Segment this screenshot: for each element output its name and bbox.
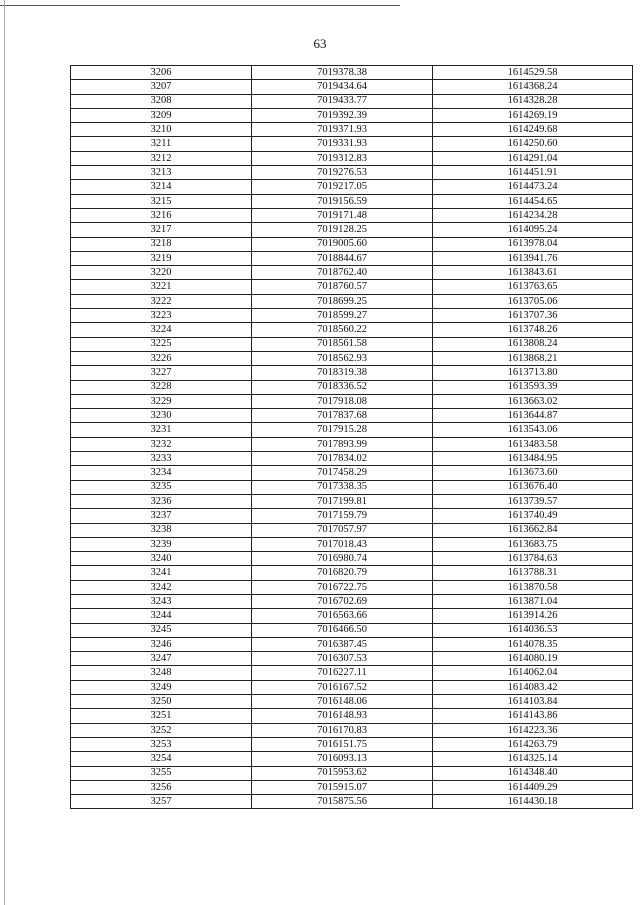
- table-row: [71, 752, 633, 766]
- point-number-cell: 3255: [71, 766, 252, 780]
- point-number-cell: 3237: [71, 509, 252, 523]
- x-coordinate-cell: 7015915.07: [252, 780, 433, 794]
- point-number-cell: 3242: [71, 580, 252, 594]
- x-coordinate-cell: 7018319.38: [252, 366, 433, 380]
- table-row: [71, 80, 633, 94]
- table-row: [71, 580, 633, 594]
- x-coordinate-cell: 7017915.28: [252, 423, 433, 437]
- x-coordinate-cell: 7016093.13: [252, 752, 433, 766]
- table-row: [71, 237, 633, 251]
- x-coordinate-cell: 7019312.83: [252, 151, 433, 165]
- point-number-cell: 3231: [71, 423, 252, 437]
- table-row: [71, 137, 633, 151]
- table-row: [71, 623, 633, 637]
- point-number-cell: 3240: [71, 552, 252, 566]
- point-number-cell: 3208: [71, 94, 252, 108]
- point-number-cell: 3214: [71, 180, 252, 194]
- table-row: [71, 680, 633, 694]
- table-row: [71, 223, 633, 237]
- x-coordinate-cell: 7016563.66: [252, 609, 433, 623]
- x-coordinate-cell: 7019371.93: [252, 123, 433, 137]
- x-coordinate-cell: 7017159.79: [252, 509, 433, 523]
- point-number-cell: 3220: [71, 266, 252, 280]
- x-coordinate-cell: 7016148.93: [252, 709, 433, 723]
- table-row: [71, 780, 633, 794]
- x-coordinate-cell: 7017018.43: [252, 537, 433, 551]
- table-row: [71, 394, 633, 408]
- y-coordinate-cell: 1613808.24: [433, 337, 633, 351]
- y-coordinate-cell: 1614328.28: [433, 94, 633, 108]
- x-coordinate-cell: 7016466.50: [252, 623, 433, 637]
- point-number-cell: 3228: [71, 380, 252, 394]
- table-row: [71, 537, 633, 551]
- y-coordinate-cell: 1614454.65: [433, 194, 633, 208]
- y-coordinate-cell: 1613676.40: [433, 480, 633, 494]
- y-coordinate-cell: 1613663.02: [433, 394, 633, 408]
- y-coordinate-cell: 1613784.63: [433, 552, 633, 566]
- y-coordinate-cell: 1614249.68: [433, 123, 633, 137]
- point-number-cell: 3248: [71, 666, 252, 680]
- y-coordinate-cell: 1613662.84: [433, 523, 633, 537]
- x-coordinate-cell: 7017338.35: [252, 480, 433, 494]
- y-coordinate-cell: 1613543.06: [433, 423, 633, 437]
- y-coordinate-cell: 1614062.04: [433, 666, 633, 680]
- point-number-cell: 3210: [71, 123, 252, 137]
- point-number-cell: 3232: [71, 437, 252, 451]
- y-coordinate-cell: 1613739.57: [433, 494, 633, 508]
- x-coordinate-cell: 7018560.22: [252, 323, 433, 337]
- x-coordinate-cell: 7019331.93: [252, 137, 433, 151]
- y-coordinate-cell: 1614234.28: [433, 208, 633, 222]
- y-coordinate-cell: 1613843.61: [433, 266, 633, 280]
- point-number-cell: 3254: [71, 752, 252, 766]
- table-row: [71, 409, 633, 423]
- table-row: [71, 723, 633, 737]
- x-coordinate-cell: 7017057.97: [252, 523, 433, 537]
- table-row: [71, 423, 633, 437]
- table-row: [71, 151, 633, 165]
- y-coordinate-cell: 1613483.58: [433, 437, 633, 451]
- point-number-cell: 3257: [71, 795, 252, 809]
- table-row: [71, 637, 633, 651]
- point-number-cell: 3234: [71, 466, 252, 480]
- x-coordinate-cell: 7016151.75: [252, 737, 433, 751]
- table-row: [71, 452, 633, 466]
- point-number-cell: 3250: [71, 695, 252, 709]
- table-row: [71, 180, 633, 194]
- y-coordinate-cell: 1613683.75: [433, 537, 633, 551]
- table-row: [71, 509, 633, 523]
- x-coordinate-cell: 7016820.79: [252, 566, 433, 580]
- y-coordinate-cell: 1613788.31: [433, 566, 633, 580]
- y-coordinate-cell: 1614223.36: [433, 723, 633, 737]
- point-number-cell: 3223: [71, 309, 252, 323]
- x-coordinate-cell: 7019434.64: [252, 80, 433, 94]
- point-number-cell: 3206: [71, 66, 252, 80]
- point-number-cell: 3207: [71, 80, 252, 94]
- table-row: [71, 194, 633, 208]
- point-number-cell: 3218: [71, 237, 252, 251]
- table-row: [71, 251, 633, 265]
- y-coordinate-cell: 1613644.87: [433, 409, 633, 423]
- point-number-cell: 3229: [71, 394, 252, 408]
- y-coordinate-cell: 1614083.42: [433, 680, 633, 694]
- table-row: [71, 523, 633, 537]
- table-row: [71, 323, 633, 337]
- table-row: [71, 795, 633, 809]
- table-row: [71, 709, 633, 723]
- y-coordinate-cell: 1614263.79: [433, 737, 633, 751]
- table-row: [71, 166, 633, 180]
- x-coordinate-cell: 7018599.27: [252, 309, 433, 323]
- x-coordinate-cell: 7016227.11: [252, 666, 433, 680]
- y-coordinate-cell: 1614143.86: [433, 709, 633, 723]
- table-row: [71, 366, 633, 380]
- table-row: [71, 266, 633, 280]
- x-coordinate-cell: 7016148.06: [252, 695, 433, 709]
- table-row: [71, 309, 633, 323]
- y-coordinate-cell: 1614348.40: [433, 766, 633, 780]
- table-row: [71, 737, 633, 751]
- y-coordinate-cell: 1613484.95: [433, 452, 633, 466]
- table-row: [71, 609, 633, 623]
- table-row: [71, 494, 633, 508]
- table-row: [71, 280, 633, 294]
- y-coordinate-cell: 1614473.24: [433, 180, 633, 194]
- y-coordinate-cell: 1613713.80: [433, 366, 633, 380]
- y-coordinate-cell: 1614250.60: [433, 137, 633, 151]
- point-number-cell: 3227: [71, 366, 252, 380]
- x-coordinate-cell: 7018562.93: [252, 351, 433, 365]
- x-coordinate-cell: 7016307.53: [252, 652, 433, 666]
- x-coordinate-cell: 7017837.68: [252, 409, 433, 423]
- y-coordinate-cell: 1613740.49: [433, 509, 633, 523]
- table-row: [71, 552, 633, 566]
- y-coordinate-cell: 1614080.19: [433, 652, 633, 666]
- table-row: [71, 466, 633, 480]
- x-coordinate-cell: 7015953.62: [252, 766, 433, 780]
- y-coordinate-cell: 1614529.58: [433, 66, 633, 80]
- y-coordinate-cell: 1614451.91: [433, 166, 633, 180]
- point-number-cell: 3225: [71, 337, 252, 351]
- table-row: [71, 208, 633, 222]
- y-coordinate-cell: 1614036.53: [433, 623, 633, 637]
- table-row: [71, 337, 633, 351]
- x-coordinate-cell: 7016722.75: [252, 580, 433, 594]
- x-coordinate-cell: 7016170.83: [252, 723, 433, 737]
- table-row: [71, 766, 633, 780]
- point-number-cell: 3221: [71, 280, 252, 294]
- x-coordinate-cell: 7019156.59: [252, 194, 433, 208]
- y-coordinate-cell: 1613707.36: [433, 309, 633, 323]
- point-number-cell: 3256: [71, 780, 252, 794]
- point-number-cell: 3215: [71, 194, 252, 208]
- x-coordinate-cell: 7017918.08: [252, 394, 433, 408]
- point-number-cell: 3236: [71, 494, 252, 508]
- y-coordinate-cell: 1613941.76: [433, 251, 633, 265]
- point-number-cell: 3217: [71, 223, 252, 237]
- x-coordinate-cell: 7019276.53: [252, 166, 433, 180]
- x-coordinate-cell: 7018760.57: [252, 280, 433, 294]
- x-coordinate-cell: 7016702.69: [252, 594, 433, 608]
- point-number-cell: 3222: [71, 294, 252, 308]
- table-row: [71, 666, 633, 680]
- table-row: [71, 437, 633, 451]
- x-coordinate-cell: 7017199.81: [252, 494, 433, 508]
- point-number-cell: 3213: [71, 166, 252, 180]
- point-number-cell: 3241: [71, 566, 252, 580]
- point-number-cell: 3235: [71, 480, 252, 494]
- x-coordinate-cell: 7018762.40: [252, 266, 433, 280]
- x-coordinate-cell: 7017834.02: [252, 452, 433, 466]
- x-coordinate-cell: 7017893.99: [252, 437, 433, 451]
- y-coordinate-cell: 1613868.21: [433, 351, 633, 365]
- x-coordinate-cell: 7016980.74: [252, 552, 433, 566]
- x-coordinate-cell: 7016387.45: [252, 637, 433, 651]
- point-number-cell: 3244: [71, 609, 252, 623]
- point-number-cell: 3238: [71, 523, 252, 537]
- table-row: [71, 480, 633, 494]
- point-number-cell: 3252: [71, 723, 252, 737]
- x-coordinate-cell: 7016167.52: [252, 680, 433, 694]
- point-number-cell: 3243: [71, 594, 252, 608]
- x-coordinate-cell: 7015875.56: [252, 795, 433, 809]
- point-number-cell: 3219: [71, 251, 252, 265]
- x-coordinate-cell: 7019433.77: [252, 94, 433, 108]
- top-border-line: [0, 5, 400, 6]
- point-number-cell: 3212: [71, 151, 252, 165]
- point-number-cell: 3226: [71, 351, 252, 365]
- point-number-cell: 3239: [71, 537, 252, 551]
- point-number-cell: 3249: [71, 680, 252, 694]
- point-number-cell: 3251: [71, 709, 252, 723]
- x-coordinate-cell: 7019005.60: [252, 237, 433, 251]
- y-coordinate-cell: 1613748.26: [433, 323, 633, 337]
- y-coordinate-cell: 1613705.06: [433, 294, 633, 308]
- y-coordinate-cell: 1614430.18: [433, 795, 633, 809]
- y-coordinate-cell: 1613763.65: [433, 280, 633, 294]
- point-number-cell: 3245: [71, 623, 252, 637]
- point-number-cell: 3224: [71, 323, 252, 337]
- x-coordinate-cell: 7019378.38: [252, 66, 433, 80]
- coordinates-table: [70, 65, 633, 809]
- table-row: [71, 66, 633, 80]
- y-coordinate-cell: 1614368.24: [433, 80, 633, 94]
- point-number-cell: 3246: [71, 637, 252, 651]
- coordinates-table-body: [71, 66, 633, 809]
- y-coordinate-cell: 1613673.60: [433, 466, 633, 480]
- x-coordinate-cell: 7019171.48: [252, 208, 433, 222]
- y-coordinate-cell: 1613914.26: [433, 609, 633, 623]
- y-coordinate-cell: 1614269.19: [433, 108, 633, 122]
- point-number-cell: 3233: [71, 452, 252, 466]
- y-coordinate-cell: 1613978.04: [433, 237, 633, 251]
- table-row: [71, 351, 633, 365]
- table-row: [71, 695, 633, 709]
- point-number-cell: 3216: [71, 208, 252, 222]
- y-coordinate-cell: 1614291.04: [433, 151, 633, 165]
- point-number-cell: 3230: [71, 409, 252, 423]
- x-coordinate-cell: 7018561.58: [252, 337, 433, 351]
- y-coordinate-cell: 1614078.35: [433, 637, 633, 651]
- x-coordinate-cell: 7019217.05: [252, 180, 433, 194]
- y-coordinate-cell: 1614103.84: [433, 695, 633, 709]
- y-coordinate-cell: 1614095.24: [433, 223, 633, 237]
- y-coordinate-cell: 1613593.39: [433, 380, 633, 394]
- point-number-cell: 3209: [71, 108, 252, 122]
- point-number-cell: 3247: [71, 652, 252, 666]
- x-coordinate-cell: 7018336.52: [252, 380, 433, 394]
- point-number-cell: 3253: [71, 737, 252, 751]
- table-row: [71, 94, 633, 108]
- y-coordinate-cell: 1613870.58: [433, 580, 633, 594]
- table-row: [71, 566, 633, 580]
- table-row: [71, 108, 633, 122]
- x-coordinate-cell: 7017458.29: [252, 466, 433, 480]
- y-coordinate-cell: 1613871.04: [433, 594, 633, 608]
- table-row: [71, 652, 633, 666]
- x-coordinate-cell: 7019128.25: [252, 223, 433, 237]
- left-scan-edge: [4, 0, 5, 905]
- table-row: [71, 123, 633, 137]
- x-coordinate-cell: 7019392.39: [252, 108, 433, 122]
- y-coordinate-cell: 1614325.14: [433, 752, 633, 766]
- x-coordinate-cell: 7018699.25: [252, 294, 433, 308]
- table-row: [71, 380, 633, 394]
- y-coordinate-cell: 1614409.29: [433, 780, 633, 794]
- table-row: [71, 594, 633, 608]
- point-number-cell: 3211: [71, 137, 252, 151]
- table-row: [71, 294, 633, 308]
- x-coordinate-cell: 7018844.67: [252, 251, 433, 265]
- page-number: 63: [313, 36, 327, 51]
